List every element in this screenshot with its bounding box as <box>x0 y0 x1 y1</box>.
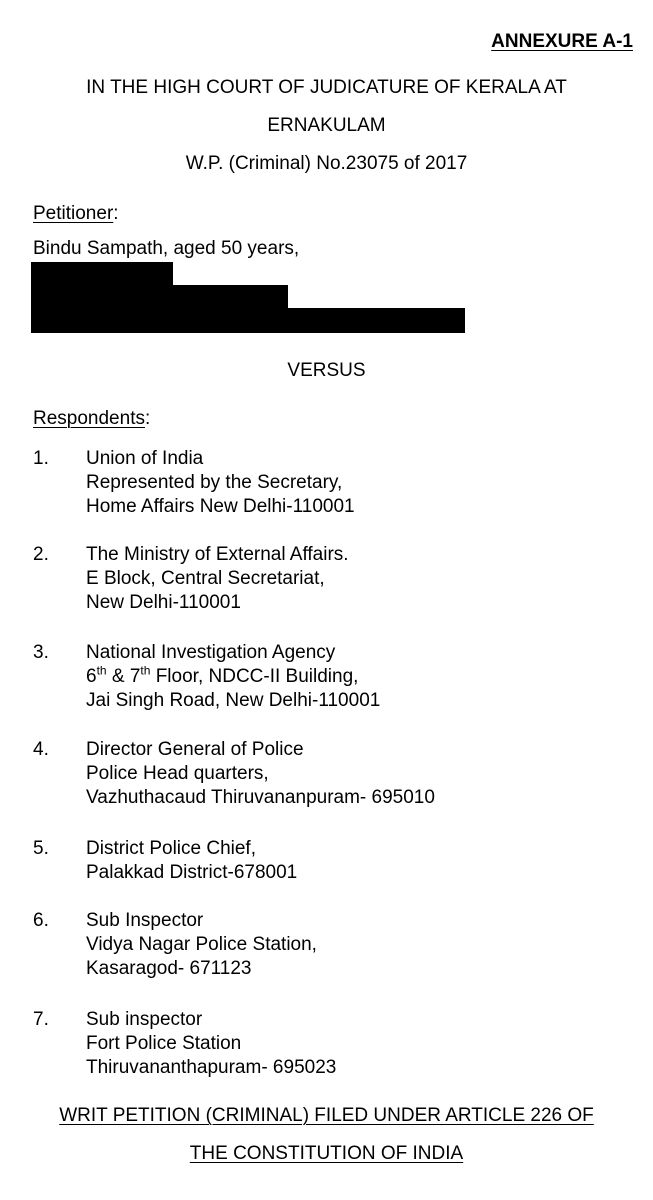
building-name: Floor, NDCC-II Building, <box>150 666 359 687</box>
respondent-6-line-2: Vidya Nagar Police Station, <box>86 934 317 955</box>
respondent-2 <box>86 543 349 615</box>
redaction-block-2 <box>172 285 288 310</box>
annexure-label: ANNEXURE A-1 <box>491 31 633 52</box>
respondent-7 <box>86 1008 336 1080</box>
respondent-1-line-1: Union of India <box>86 448 204 469</box>
respondent-3-line-2 <box>86 665 380 689</box>
respondent-4 <box>86 738 435 810</box>
case-number: W.P. (Criminal) No.23075 of 2017 <box>185 153 468 174</box>
respondent-6-line-1: Sub Inspector <box>86 910 204 931</box>
respondent-5 <box>86 837 297 885</box>
respondent-1 <box>86 447 355 519</box>
floor-number-6: 6 <box>86 666 97 687</box>
respondent-7-line-1: Sub inspector <box>86 1009 203 1030</box>
respondent-3-line-1: National Investigation Agency <box>86 642 336 663</box>
respondent-1-number: 1. <box>33 448 49 469</box>
respondent-6-number: 6. <box>33 910 49 931</box>
respondent-2-line-2: E Block, Central Secretariat, <box>86 568 325 589</box>
respondent-5-line-2: Palakkad District-678001 <box>86 862 298 883</box>
versus-label: VERSUS <box>287 360 366 381</box>
respondent-7-line-3: Thiruvananthapuram- 695023 <box>86 1057 337 1078</box>
ordinal-suffix-2: th <box>140 663 151 678</box>
redaction-block-1 <box>31 262 173 310</box>
court-title-line1: IN THE HIGH COURT OF JUDICATURE OF KERALA AT <box>86 77 567 98</box>
respondent-4-line-1: Director General of Police <box>86 739 304 760</box>
respondent-6 <box>86 909 317 981</box>
floor-number-7: & 7 <box>106 666 141 687</box>
court-title-line2: ERNAKULAM <box>267 115 386 136</box>
petitioner-heading-text: Petitioner <box>33 203 114 224</box>
writ-petition-title-line2: THE CONSTITUTION OF INDIA <box>189 1143 464 1164</box>
petitioner-heading-colon: : <box>113 203 119 224</box>
respondents-heading-colon: : <box>144 408 151 429</box>
respondent-3-number: 3. <box>33 642 49 663</box>
petitioner-heading <box>33 202 119 226</box>
respondents-heading <box>33 407 150 431</box>
respondent-5-number: 5. <box>33 838 49 859</box>
respondents-heading-text: Respondents <box>33 408 145 429</box>
writ-petition-title-line1: WRIT PETITION (CRIMINAL) FILED UNDER ARTICLE 226 OF <box>59 1105 594 1126</box>
ordinal-suffix-1: th <box>96 663 107 678</box>
respondent-7-number: 7. <box>33 1009 49 1030</box>
respondent-2-line-3: New Delhi-110001 <box>86 592 241 613</box>
respondent-4-number: 4. <box>33 739 49 760</box>
respondent-2-line-1: The Ministry of External Affairs. <box>86 544 349 565</box>
respondent-5-line-1: District Police Chief, <box>86 838 256 859</box>
respondent-6-line-3: Kasaragod- 671123 <box>86 958 252 979</box>
respondent-2-number: 2. <box>33 544 49 565</box>
respondent-4-line-2: Police Head quarters, <box>86 763 269 784</box>
petitioner-details: Bindu Sampath, aged 50 years, <box>33 238 300 259</box>
respondent-1-line-2: Represented by the Secretary, <box>86 472 343 493</box>
redaction-block-3 <box>31 308 465 333</box>
respondent-1-line-3: Home Affairs New Delhi-110001 <box>86 496 355 517</box>
respondent-4-line-3: Vazhuthacaud Thiruvananpuram- 695010 <box>86 787 435 808</box>
respondent-7-line-2: Fort Police Station <box>86 1033 242 1054</box>
respondent-3 <box>86 641 380 713</box>
respondent-3-line-3: Jai Singh Road, New Delhi-110001 <box>86 690 381 711</box>
